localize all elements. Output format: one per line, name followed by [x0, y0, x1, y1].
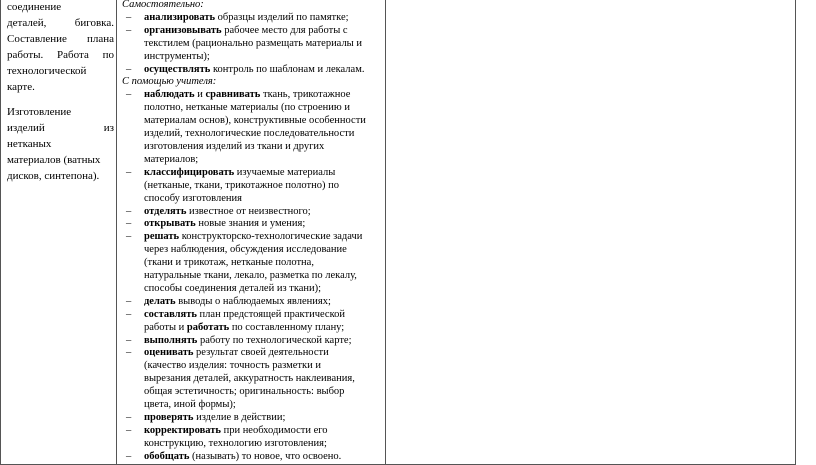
list-item: [122, 425, 385, 451]
item-line: [144, 373, 385, 386]
item-text: (называть) то новое, что освоено.: [189, 450, 342, 462]
item-line: [144, 425, 385, 438]
item-line: [144, 309, 385, 322]
item-text: известное от неизвестного;: [186, 205, 311, 217]
list-item: [122, 451, 385, 464]
topic-line: материалов (ватных: [7, 154, 101, 166]
list-item: [122, 347, 385, 412]
item-line: [144, 128, 385, 141]
item-text: (качество изделия: точность разметки и: [144, 360, 321, 372]
item-line: [144, 154, 385, 167]
list-item: [122, 296, 385, 309]
dash-bullet: –: [126, 308, 132, 320]
dash-bullet: –: [126, 205, 132, 217]
item-text: полотно, нетканые материалы (по строению и: [144, 102, 350, 114]
item-text: изготовления изделий из ткани и других: [144, 140, 325, 152]
item-line: [144, 244, 385, 257]
action-verb: оценивать: [144, 347, 194, 359]
item-text: рабочее место для работы с: [221, 24, 348, 36]
item-text: цвета, иной формы);: [144, 399, 236, 411]
topic-line: нетканых: [7, 138, 52, 150]
item-line: [144, 167, 385, 180]
dash-bullet: –: [126, 412, 132, 423]
action-verb: проверять: [144, 412, 194, 423]
item-line: [144, 89, 385, 102]
item-line: [144, 51, 385, 64]
item-line: [144, 438, 385, 451]
activities-cell: [117, 0, 386, 464]
topic-line: технологической: [7, 65, 87, 77]
list-item: [122, 231, 385, 296]
dash-bullet: –: [126, 63, 132, 75]
list-item: [122, 167, 385, 206]
dash-bullet: –: [126, 450, 132, 462]
item-line: [144, 412, 385, 425]
item-text: образцы изделий по памятке;: [215, 11, 349, 23]
action-verb: осуществлять: [144, 63, 211, 75]
list-item: [122, 309, 385, 335]
topic-line: соединение: [7, 1, 62, 13]
item-line: [144, 180, 385, 193]
item-text: изделие в действии;: [193, 412, 286, 423]
item-text: материалам основ), конструктивные особенности: [144, 115, 366, 127]
item-line: [144, 115, 385, 128]
topic-line: работы. Работа по: [7, 49, 114, 61]
item-text: способы соединения деталей из ткани);: [144, 282, 322, 294]
list-item: [122, 12, 385, 25]
item-text: и: [194, 89, 206, 101]
independent-header: Самостоятельно:: [122, 0, 204, 10]
list-item: [122, 218, 385, 231]
action-verb: классифицировать: [144, 166, 235, 178]
action-verb: корректировать: [144, 424, 221, 436]
item-line: [144, 335, 385, 348]
independent-list: [122, 12, 385, 77]
list-item: [122, 64, 385, 77]
topic-line: Изготовление: [7, 106, 72, 118]
item-text: (ткани и трикотаж, нетканые полотна,: [144, 257, 314, 269]
item-line: [144, 360, 385, 373]
dash-bullet: –: [126, 11, 132, 23]
item-line: [144, 218, 385, 231]
item-line: [144, 231, 385, 244]
item-text: вырезания деталей, аккуратность наклеивания,: [144, 373, 355, 385]
action-verb: составлять: [144, 308, 197, 320]
item-text: работы и: [144, 321, 187, 333]
item-text: натуральные ткани, лекало, разметка по лекалу,: [144, 270, 357, 282]
item-text: (нетканые, ткани, трикотажное полотно) по: [144, 179, 339, 191]
item-line: [144, 270, 385, 283]
item-line: [144, 451, 385, 464]
dash-bullet: –: [126, 424, 132, 436]
action-verb: отделять: [144, 205, 187, 217]
list-item: [122, 412, 385, 425]
item-text: через наблюдения, обсуждения исследование: [144, 244, 347, 256]
topic-line: изделий из: [7, 122, 114, 134]
table-row: [1, 0, 796, 464]
action-verb: организовывать: [144, 24, 222, 36]
item-text: материалов;: [144, 153, 199, 165]
action-verb: наблюдать: [144, 89, 195, 101]
item-text: новые знания и умения;: [195, 218, 306, 230]
dash-bullet: –: [126, 89, 132, 101]
item-line: [144, 257, 385, 270]
item-text: инструменты);: [144, 50, 210, 62]
list-item: [122, 25, 385, 64]
item-line: [144, 193, 385, 206]
list-item: [122, 89, 385, 166]
empty-cell: [386, 0, 796, 464]
topic-text-lesson: [7, 0, 114, 95]
teacher-help-list: [122, 89, 385, 463]
item-line: [144, 141, 385, 154]
dash-bullet: –: [126, 334, 132, 346]
topic-text-nonwoven: [7, 104, 114, 184]
item-line: [144, 102, 385, 115]
item-line: [144, 386, 385, 399]
action-verb: работать: [186, 321, 230, 333]
item-text: по составленному плану;: [229, 321, 345, 333]
item-line: [144, 322, 385, 335]
action-verb: сравнивать: [205, 89, 261, 101]
item-text: изучаемые материалы: [234, 166, 336, 178]
dash-bullet: –: [126, 347, 132, 359]
item-line: [144, 399, 385, 412]
dash-bullet: –: [126, 218, 132, 230]
item-line: [144, 283, 385, 296]
item-text: конструкцию, технологию изготовления;: [144, 437, 327, 449]
topic-line: дисков, синтепона).: [7, 170, 100, 182]
item-text: план предстоящей практической: [196, 308, 346, 320]
action-verb: открывать: [144, 218, 196, 230]
item-text: выводы о наблюдаемых явлениях;: [175, 295, 331, 307]
topic-line: Составление плана: [7, 33, 114, 45]
item-line: [144, 25, 385, 38]
item-line: [144, 206, 385, 219]
list-item: [122, 335, 385, 348]
item-line: [144, 296, 385, 309]
item-text: при необходимости его: [220, 424, 328, 436]
item-text: работу по технологической карте;: [197, 334, 352, 346]
dash-bullet: –: [126, 231, 132, 243]
item-text: конструкторско-технологические задачи: [179, 231, 363, 243]
topic-line: карте.: [7, 81, 35, 93]
action-verb: решать: [144, 231, 180, 243]
action-verb: делать: [144, 295, 176, 307]
item-text: изделий, технологические последовательности: [144, 128, 355, 140]
item-line: [144, 347, 385, 360]
item-text: текстилем (рационально размещать материалы и: [144, 37, 362, 49]
action-verb: анализировать: [144, 11, 216, 23]
topic-line: деталей, биговка.: [7, 17, 114, 29]
dash-bullet: –: [126, 295, 132, 307]
list-item: [122, 206, 385, 219]
item-text: общая эстетичность; оригинальность: выбор: [144, 386, 345, 398]
item-line: [144, 64, 385, 77]
dash-bullet: –: [126, 166, 132, 178]
item-text: результат своей деятельности: [193, 347, 329, 359]
teacher-help-header: С помощью учителя:: [122, 76, 217, 88]
item-text: ткань, трикотажное: [260, 89, 351, 101]
item-line: [144, 38, 385, 51]
item-text: способу изготовления: [144, 192, 242, 204]
item-line: [144, 12, 385, 25]
item-text: контроль по шаблонам и лекалам.: [210, 63, 365, 75]
dash-bullet: –: [126, 24, 132, 36]
action-verb: обобщать: [144, 450, 190, 462]
topic-cell: [1, 0, 117, 464]
action-verb: выполнять: [144, 334, 198, 346]
